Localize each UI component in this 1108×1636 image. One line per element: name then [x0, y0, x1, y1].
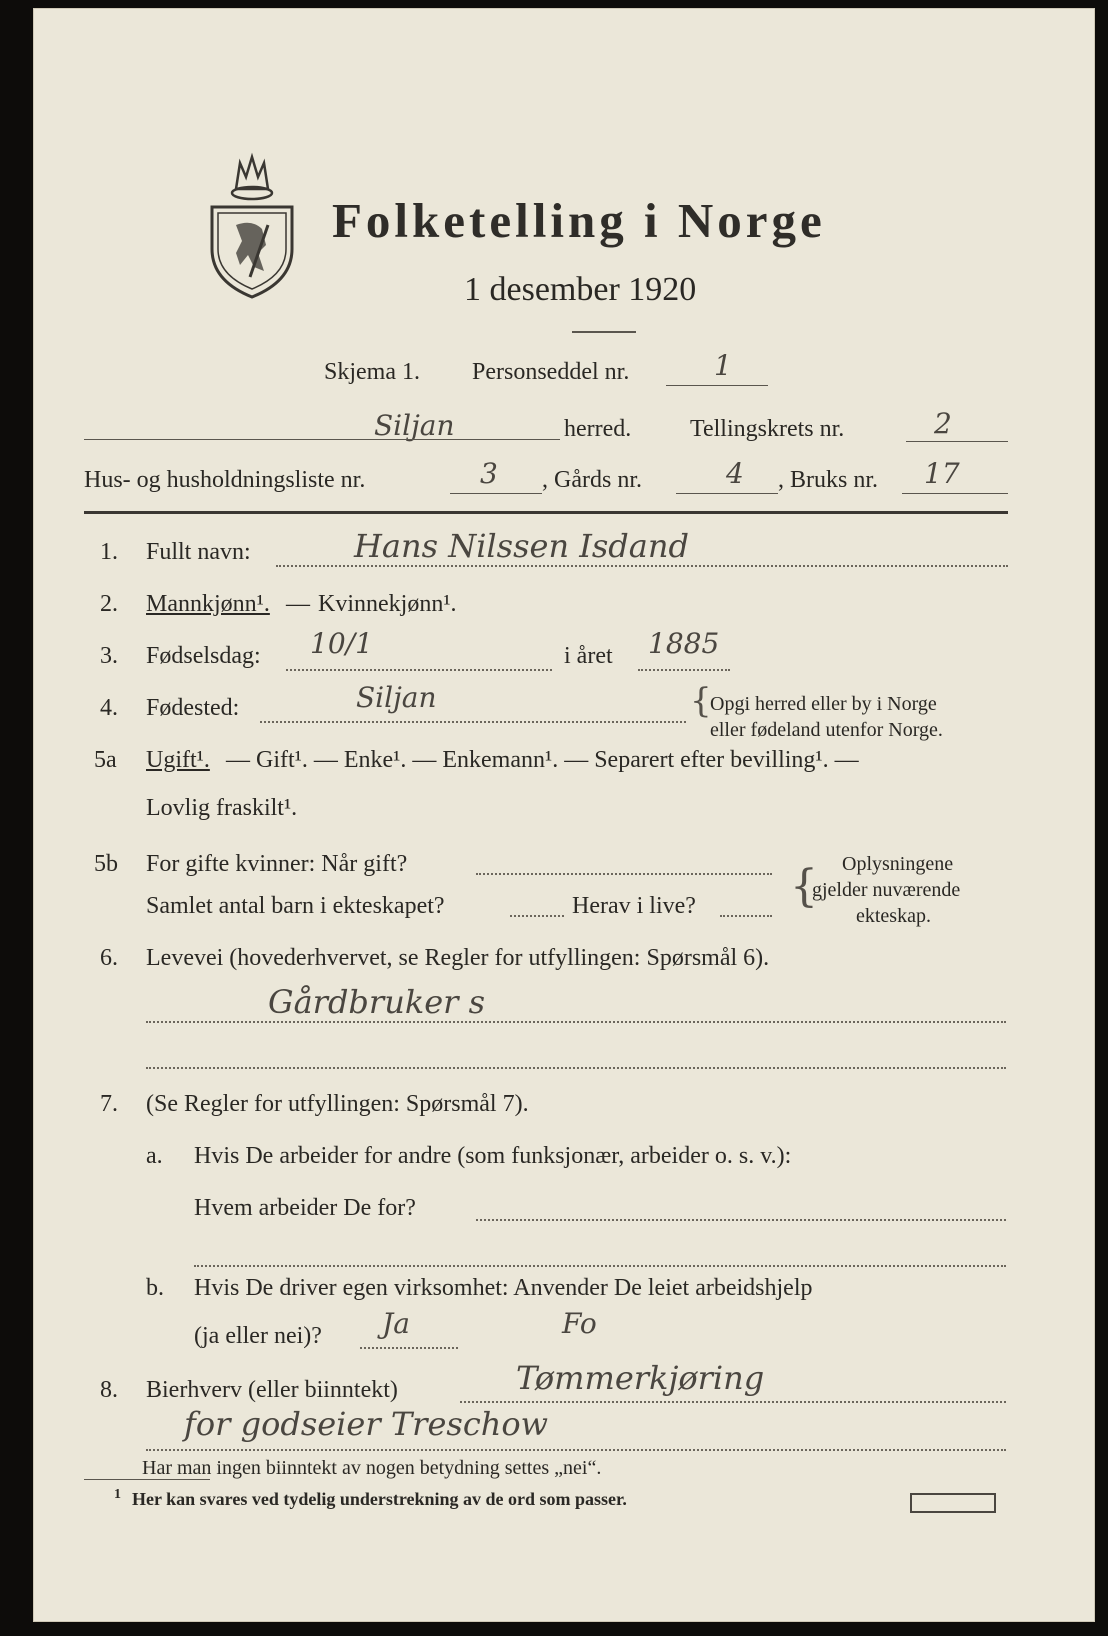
footnote-text: Her kan svares ved tydelig understrekning av de ord som passer. — [132, 1489, 627, 1509]
q5b-note-2: gjelder nuværende — [812, 879, 961, 901]
q5b-alive-label: Herav i live? — [572, 893, 696, 919]
q7a-employer-line[interactable] — [476, 1219, 1006, 1221]
q3-line — [286, 669, 552, 671]
q5a-other-options[interactable]: — Gift¹. — Enke¹. — Enkemann¹. — Separert efter bevilling¹. — — [226, 747, 859, 773]
q7b-line — [360, 1347, 458, 1349]
q5b-brace: { — [790, 861, 818, 912]
q7a-text: Hvis De arbeider for andre (som funksjonær, arbeider o. s. v.): — [194, 1143, 792, 1169]
q1-number: 1. — [100, 539, 118, 565]
q8-value-1[interactable]: Tømmerkjøring — [516, 1359, 765, 1397]
q8-number: 8. — [100, 1377, 118, 1403]
q5b-note-3: ekteskap. — [856, 905, 931, 927]
q6-label: Levevei (hovederhvervet, se Regler for utfyllingen: Spørsmål 6). — [146, 945, 770, 971]
title-rule — [572, 331, 636, 333]
q7b-number: b. — [146, 1275, 164, 1301]
q6-number: 6. — [100, 945, 118, 971]
tellingskrets-label: Tellingskrets nr. — [690, 416, 845, 442]
q7a-employer-label: Hvem arbeider De for? — [194, 1195, 416, 1221]
bruks-value[interactable]: 17 — [924, 457, 960, 490]
personseddel-label: Personseddel nr. — [472, 359, 630, 385]
q4-note-1: Opgi herred eller by i Norge — [710, 693, 937, 715]
bruks-label: , Bruks nr. — [778, 467, 879, 493]
q5a-ugift-option[interactable]: Ugift¹. — [146, 747, 210, 773]
bruks-line — [902, 493, 1008, 494]
q3-number: 3. — [100, 643, 118, 669]
q4-label: Fødested: — [146, 695, 240, 721]
gards-value[interactable]: 4 — [726, 457, 744, 490]
q3-year-label: i året — [564, 643, 613, 669]
q7a-number: a. — [146, 1143, 163, 1169]
q7b-label: (ja eller nei)? — [194, 1323, 322, 1349]
herred-line — [84, 439, 560, 440]
census-date: 1 desember 1920 — [464, 271, 697, 308]
q7b-text: Hvis De driver egen virksomhet: Anvender De leiet arbeidshjelp — [194, 1275, 813, 1301]
q5b-alive-line[interactable] — [720, 915, 772, 917]
q4-birthplace-value[interactable]: Siljan — [356, 681, 437, 714]
q8-value-2[interactable]: for godseier Treschow — [184, 1405, 548, 1443]
gards-label: , Gårds nr. — [542, 467, 642, 493]
q4-number: 4. — [100, 695, 118, 721]
q1-line — [276, 565, 1008, 567]
schema-label: Skjema 1. — [324, 359, 420, 385]
q6-line-2 — [146, 1067, 1006, 1069]
herred-label: herred. — [564, 416, 632, 442]
q7b-answer[interactable]: Ja — [382, 1307, 410, 1340]
herred-value[interactable]: Siljan — [374, 409, 455, 442]
q4-line — [260, 721, 686, 723]
q2-number: 2. — [100, 591, 118, 617]
q5b-note-1: Oplysningene — [842, 853, 954, 875]
form-title: Folketelling i Norge — [332, 193, 826, 248]
q5b-married-label: For gifte kvinner: Når gift? — [146, 851, 408, 877]
q5a-fraskilt-option[interactable]: Lovlig fraskilt¹. — [146, 795, 298, 821]
q3-label: Fødselsdag: — [146, 643, 261, 669]
q7a-line-2 — [194, 1265, 1006, 1267]
q5b-married-line[interactable] — [476, 873, 772, 875]
husliste-label: Hus- og husholdningsliste nr. — [84, 467, 366, 493]
q5a-number: 5a — [94, 747, 117, 773]
tellingskrets-value[interactable]: 2 — [934, 407, 952, 440]
q6-occupation-value[interactable]: Gårdbruker s — [268, 983, 486, 1021]
coat-of-arms-icon — [206, 149, 298, 299]
q2-separator: — — [286, 591, 310, 617]
q8-line-2 — [146, 1449, 1006, 1451]
q3-year-line — [638, 669, 730, 671]
q5b-children-label: Samlet antal barn i ekteskapet? — [146, 893, 445, 919]
q1-label: Fullt navn: — [146, 539, 251, 565]
gards-line — [676, 493, 778, 494]
q4-brace: { — [690, 681, 712, 721]
q3-year-value[interactable]: 1885 — [648, 627, 720, 660]
census-form — [33, 8, 1095, 1622]
q2-female-option[interactable]: Kvinnekjønn¹. — [318, 591, 457, 617]
footnote-mark: 1 — [114, 1487, 121, 1502]
q5b-children-line[interactable] — [510, 915, 564, 917]
husliste-line — [450, 493, 542, 494]
q8-line-1 — [460, 1401, 1006, 1403]
q7-number: 7. — [100, 1091, 118, 1117]
q3-birthday-value[interactable]: 10/1 — [310, 627, 373, 660]
q5b-number: 5b — [94, 851, 118, 877]
q2-male-option[interactable]: Mannkjønn¹. — [146, 591, 270, 617]
q7b-extra-mark: Fo — [562, 1307, 597, 1340]
q6-line-1 — [146, 1021, 1006, 1023]
header-rule — [84, 511, 1008, 514]
q7-label: (Se Regler for utfyllingen: Spørsmål 7). — [146, 1091, 529, 1117]
husliste-value[interactable]: 3 — [480, 457, 498, 490]
q4-note-2: eller fødeland utenfor Norge. — [710, 719, 943, 741]
tellingskrets-line — [906, 441, 1008, 442]
personseddel-line — [666, 385, 768, 386]
footnote-rule — [84, 1479, 210, 1480]
printer-stamp-icon — [910, 1493, 996, 1513]
q8-label: Bierhverv (eller biinntekt) — [146, 1377, 398, 1403]
q8-note: Har man ingen biinntekt av nogen betydning settes „nei“. — [142, 1457, 602, 1479]
personseddel-value[interactable]: 1 — [714, 349, 732, 382]
q1-full-name[interactable]: Hans Nilssen Isdand — [354, 527, 689, 565]
